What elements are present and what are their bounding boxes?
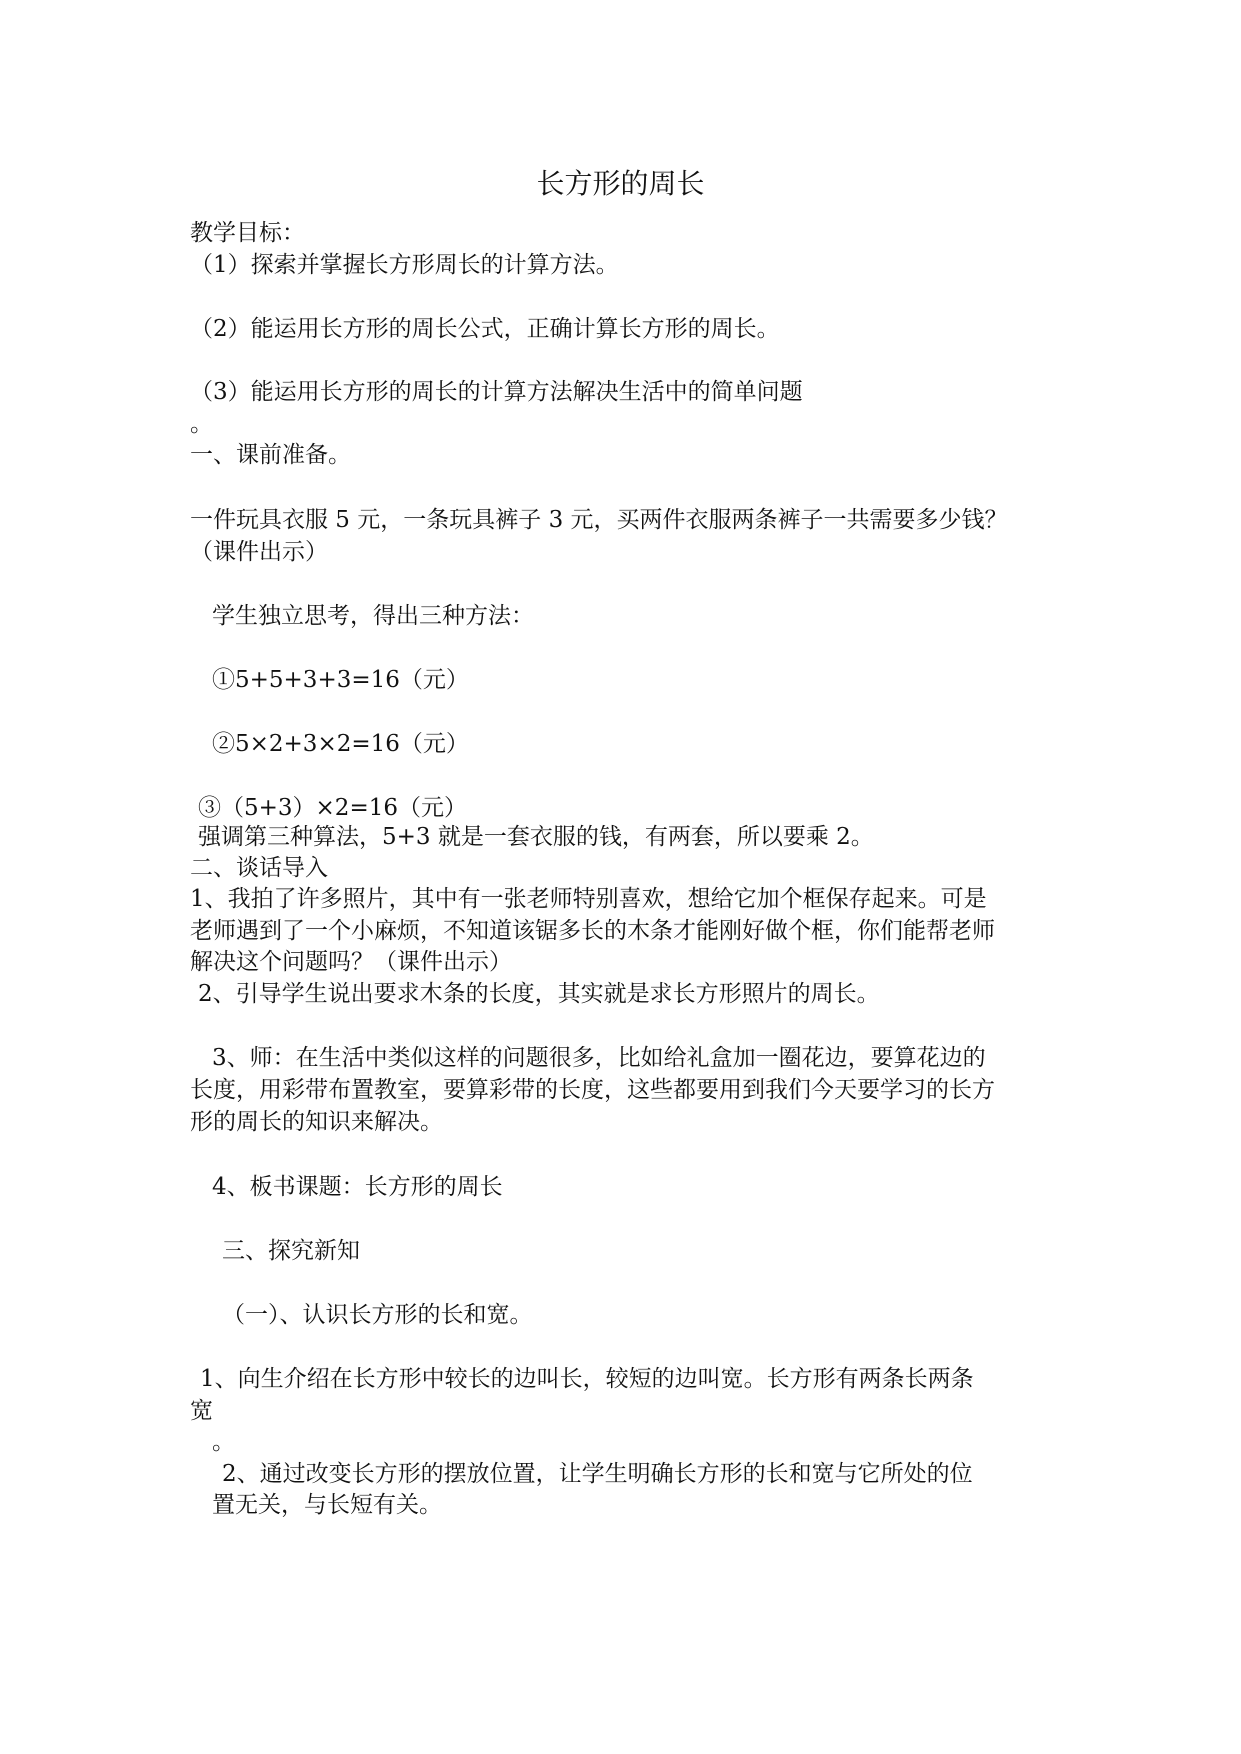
text-line-intro-1b: 老师遇到了一个小麻烦，不知道该锯多长的木条才能刚好做个框，你们能帮老师 — [190, 918, 995, 944]
text-line-intro-3b: 长度，用彩带布置教室，要算彩带的长度，这些都要用到我们今天要学习的长方 — [190, 1077, 995, 1103]
text-line-goal-2: （2）能运用长方形的周长公式，正确计算长方形的周长。 — [190, 316, 780, 342]
text-line-section-1-heading: 一、课前准备。 — [190, 442, 351, 468]
text-line-explore-2a: 2、通过改变长方形的摆放位置，让学生明确长方形的长和宽与它所处的位 — [222, 1461, 973, 1487]
text-line-explore-1a: 1、向生介绍在长方形中较长的边叫长，较短的边叫宽。长方形有两条长两条 — [200, 1366, 974, 1392]
text-line-explore-1b: 宽 — [190, 1398, 213, 1424]
text-line-students-think: 学生独立思考，得出三种方法： — [212, 603, 534, 629]
text-line-intro-1a: 1、我拍了许多照片，其中有一张老师特别喜欢，想给它加个框保存起来。可是 — [190, 886, 987, 912]
text-line-intro-3a: 3、师：在生活中类似这样的问题很多，比如给礼盒加一圈花边，要算花边的 — [212, 1045, 986, 1071]
text-line-method-3: ③（5+3）×2=16（元） — [198, 795, 467, 821]
text-line-intro-2: 2、引导学生说出要求木条的长度，其实就是求长方形照片的周长。 — [198, 981, 880, 1007]
text-line-explore-2b: 置无关，与长短有关。 — [212, 1492, 442, 1518]
page-title: 长方形的周长 — [536, 167, 705, 200]
text-line-problem-note: （课件出示） — [190, 539, 328, 565]
text-line-explore-1-period: 。 — [212, 1429, 235, 1455]
text-line-emphasis: 强调第三种算法，5+3 就是一套衣服的钱，有两套，所以要乘 2。 — [198, 824, 874, 850]
text-line-method-1: ①5+5+3+3=16（元） — [212, 667, 469, 693]
text-line-intro-1c: 解决这个问题吗？（课件出示） — [190, 949, 512, 975]
text-line-problem: 一件玩具衣服 5 元，一条玩具裤子 3 元，买两件衣服两条裤子一共需要多少钱？ — [190, 507, 1008, 533]
text-line-intro-4: 4、板书课题：长方形的周长 — [212, 1174, 503, 1200]
text-line-teaching-goals-heading: 教学目标： — [190, 220, 305, 246]
text-line-section-3-heading: 三、探究新知 — [222, 1238, 360, 1264]
text-line-goal-1: （1）探索并掌握长方形周长的计算方法。 — [190, 252, 619, 278]
text-line-intro-3c: 形的周长的知识来解决。 — [190, 1109, 443, 1135]
text-line-goal-3-period: 。 — [190, 411, 213, 437]
text-line-goal-3: （3）能运用长方形的周长的计算方法解决生活中的简单问题 — [190, 379, 803, 405]
text-line-subsection-1: （一）、认识长方形的长和宽。 — [222, 1302, 533, 1328]
text-line-section-2-heading: 二、谈话导入 — [190, 855, 328, 881]
text-line-method-2: ②5×2+3×2=16（元） — [212, 731, 469, 757]
